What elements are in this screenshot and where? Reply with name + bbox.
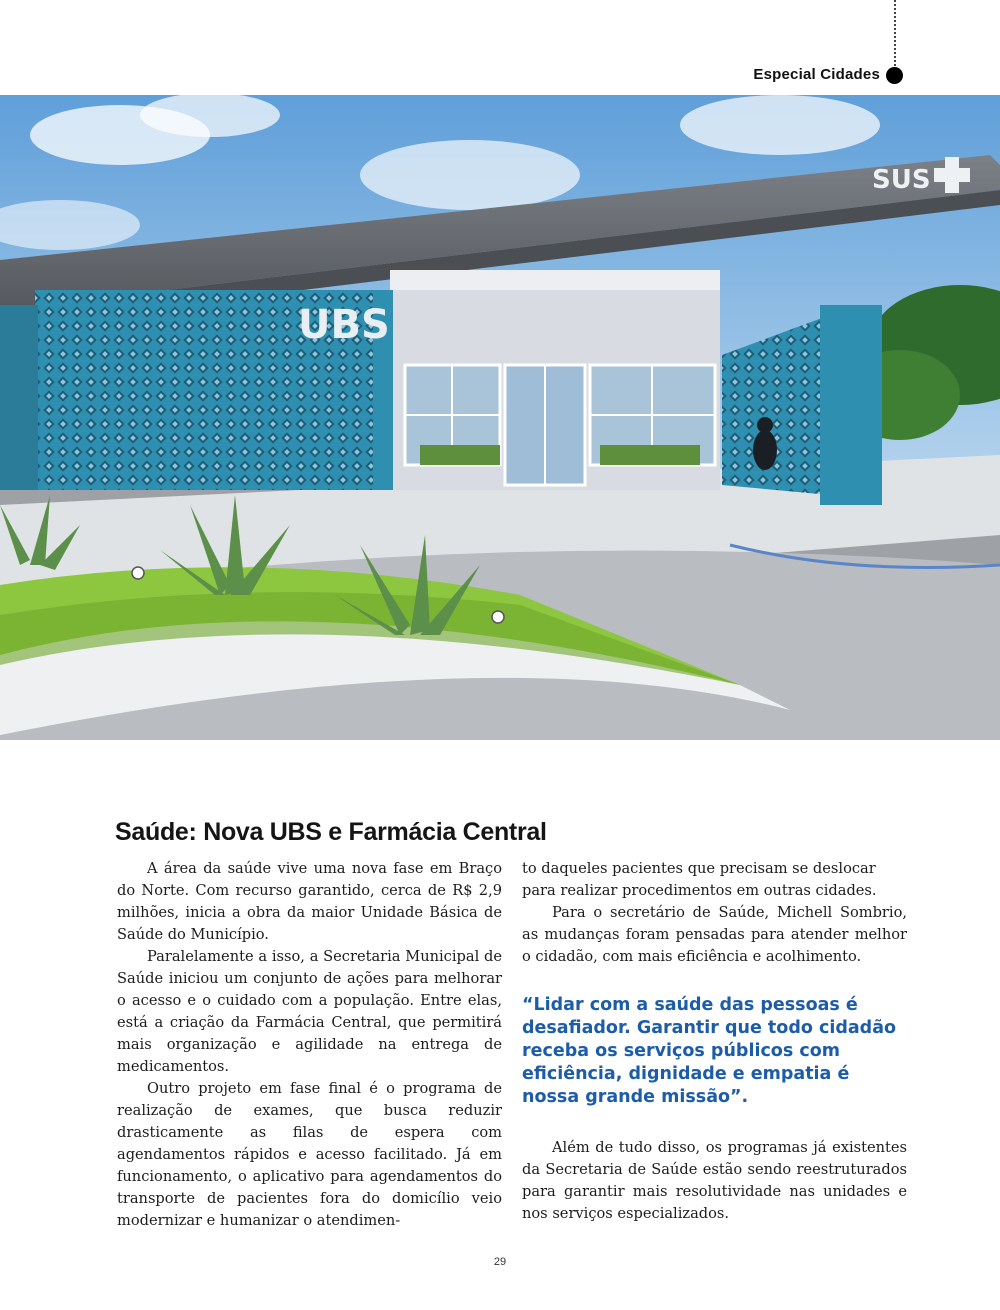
pull-quote: “Lidar com a saúde das pessoas é desafiador. Garantir que todo cidadão receba os serviços públicos com eficiência, dignidade e empatia é nossa grande missão”.: [522, 995, 897, 1107]
paragraph: Outro projeto em fase final é o programa de realização de exames, que busca reduzir drasticamente as filas de espera com agendamentos rápidos e acesso facilitado. Já em funcionamento, o aplicativo para agendamentos do transporte de pacientes fora do domicílio veio modernizar e humanizar o atendimen-: [117, 1080, 502, 1229]
section-dot-icon: [886, 67, 903, 84]
paragraph: Paralelamente a isso, a Secretaria Municipal de Saúde iniciou um conjunto de ações para melhorar o acesso e o cuidado com a população. Entre elas, está a criação da Farmácia Central, que permitirá mais organização e agilidade na entrega de medicamentos.: [117, 948, 502, 1075]
paragraph: Para o secretário de Saúde, Michell Sombrio, as mudanças foram pensadas para atender melhor o cidadão, com mais eficiência e acolhimento.: [522, 904, 907, 965]
sus-sign: SUS: [872, 165, 931, 195]
article-title: Saúde: Nova UBS e Farmácia Central: [115, 818, 547, 846]
article-column-right: [522, 858, 907, 1225]
hero-image: [0, 95, 1000, 740]
paragraph: Além de tudo disso, os programas já existentes da Secretaria de Saúde estão sendo reestruturados para garantir mais resolutividade nas unidades e nos serviços especializados.: [522, 1139, 907, 1222]
article-column-left: [117, 858, 502, 1232]
ubs-sign: UBS: [298, 302, 390, 348]
section-tag: Especial Cidades: [753, 66, 880, 83]
paragraph: to daqueles pacientes que precisam se deslocar para realizar procedimentos em outras cidades.: [522, 860, 877, 899]
paragraph: A área da saúde vive uma nova fase em Braço do Norte. Com recurso garantido, cerca de R$ 2,9 milhões, inicia a obra da maior Unidade Básica de Saúde do Município.: [117, 860, 502, 943]
page-number: 29: [493, 1256, 507, 1268]
header-dotted-line: [894, 0, 896, 66]
